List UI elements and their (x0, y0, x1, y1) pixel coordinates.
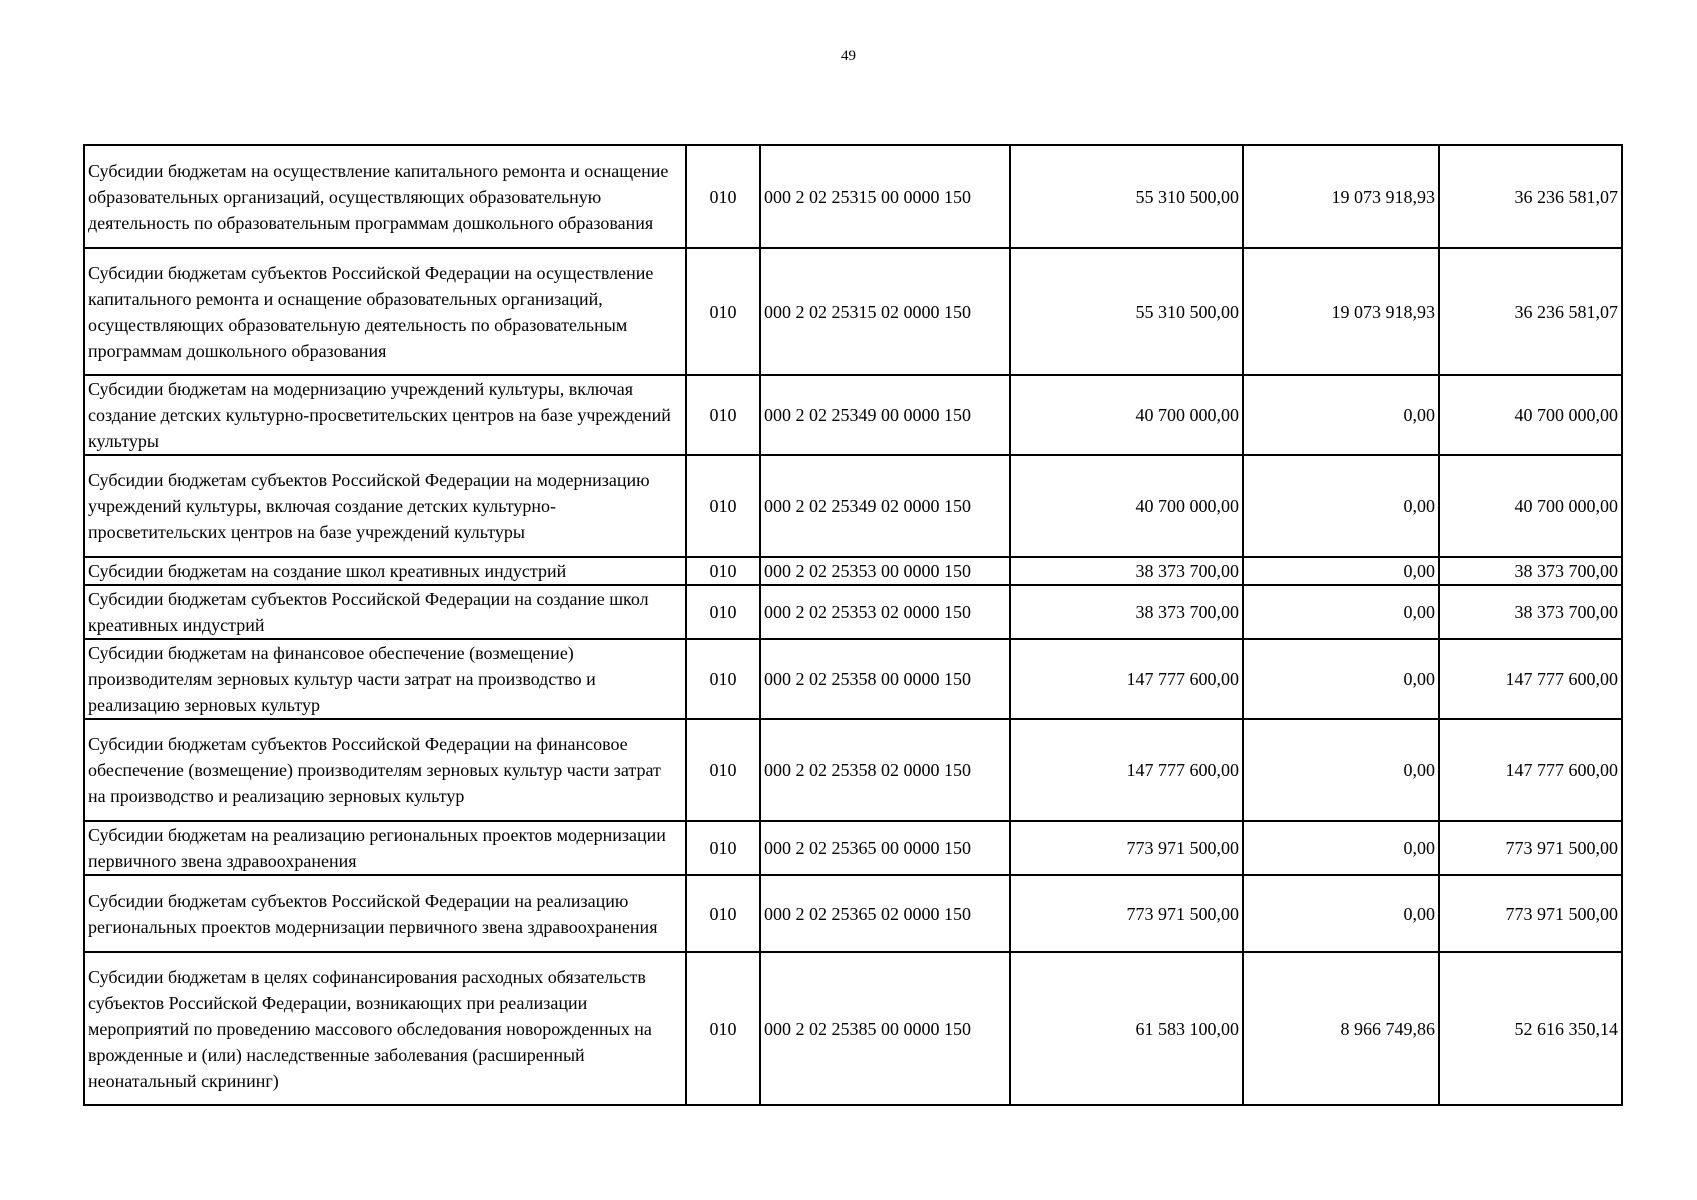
row-code: 010 (686, 585, 760, 639)
row-code: 010 (686, 145, 760, 248)
row-remaining-amount: 38 373 700,00 (1439, 557, 1622, 585)
row-name: Субсидии бюджетам субъектов Российской Федерации на создание школ креативных индустрий (84, 585, 686, 639)
row-kbk: 000 2 02 25365 02 0000 150 (760, 875, 1010, 952)
row-code: 010 (686, 455, 760, 557)
row-remaining-amount: 147 777 600,00 (1439, 639, 1622, 719)
row-executed-amount: 0,00 (1243, 719, 1439, 821)
row-executed-amount: 0,00 (1243, 455, 1439, 557)
budget-table (83, 144, 1623, 1106)
row-plan-amount: 55 310 500,00 (1010, 145, 1243, 248)
row-remaining-amount: 40 700 000,00 (1439, 375, 1622, 455)
table-row (84, 455, 1622, 557)
row-name: Субсидии бюджетам на финансовое обеспечение (возмещение) производителям зерновых культур части затрат на производство и реализацию зерновых культур (84, 639, 686, 719)
row-kbk: 000 2 02 25385 00 0000 150 (760, 952, 1010, 1105)
row-name: Субсидии бюджетам субъектов Российской Федерации на модернизацию учреждений культуры, включая создание детских культурно-просветительских центров на базе учреждений культуры (84, 455, 686, 557)
row-kbk: 000 2 02 25358 00 0000 150 (760, 639, 1010, 719)
row-plan-amount: 40 700 000,00 (1010, 455, 1243, 557)
row-remaining-amount: 52 616 350,14 (1439, 952, 1622, 1105)
row-plan-amount: 147 777 600,00 (1010, 639, 1243, 719)
row-plan-amount: 773 971 500,00 (1010, 875, 1243, 952)
row-code: 010 (686, 875, 760, 952)
table-row (84, 821, 1622, 875)
row-name: Субсидии бюджетам на создание школ креативных индустрий (84, 557, 686, 585)
row-kbk: 000 2 02 25365 00 0000 150 (760, 821, 1010, 875)
row-remaining-amount: 40 700 000,00 (1439, 455, 1622, 557)
table-row (84, 375, 1622, 455)
row-executed-amount: 0,00 (1243, 875, 1439, 952)
table-row (84, 639, 1622, 719)
row-executed-amount: 19 073 918,93 (1243, 248, 1439, 375)
row-executed-amount: 0,00 (1243, 639, 1439, 719)
row-name: Субсидии бюджетам на модернизацию учреждений культуры, включая создание детских культурно-просветительских центров на базе учреждений культуры (84, 375, 686, 455)
row-kbk: 000 2 02 25349 02 0000 150 (760, 455, 1010, 557)
row-plan-amount: 147 777 600,00 (1010, 719, 1243, 821)
row-code: 010 (686, 639, 760, 719)
row-plan-amount: 61 583 100,00 (1010, 952, 1243, 1105)
page-number: 49 (841, 48, 856, 64)
row-plan-amount: 38 373 700,00 (1010, 585, 1243, 639)
table-body (84, 145, 1622, 1105)
row-executed-amount: 0,00 (1243, 557, 1439, 585)
row-code: 010 (686, 375, 760, 455)
row-name: Субсидии бюджетам субъектов Российской Федерации на финансовое обеспечение (возмещение) производителям зерновых культур части затрат на производство и реализацию зерновых культур (84, 719, 686, 821)
row-code: 010 (686, 248, 760, 375)
table-row (84, 719, 1622, 821)
row-name: Субсидии бюджетам субъектов Российской Федерации на реализацию региональных проектов модернизации первичного звена здравоохранения (84, 875, 686, 952)
row-code: 010 (686, 557, 760, 585)
row-remaining-amount: 147 777 600,00 (1439, 719, 1622, 821)
row-remaining-amount: 773 971 500,00 (1439, 875, 1622, 952)
row-executed-amount: 0,00 (1243, 585, 1439, 639)
row-kbk: 000 2 02 25358 02 0000 150 (760, 719, 1010, 821)
row-executed-amount: 8 966 749,86 (1243, 952, 1439, 1105)
table-row (84, 952, 1622, 1105)
row-name: Субсидии бюджетам на реализацию региональных проектов модернизации первичного звена здравоохранения (84, 821, 686, 875)
table-row (84, 875, 1622, 952)
row-code: 010 (686, 821, 760, 875)
row-executed-amount: 19 073 918,93 (1243, 145, 1439, 248)
row-name: Субсидии бюджетам субъектов Российской Федерации на осуществление капитального ремонта и оснащение образовательных организаций, осуществляющих образовательную деятельность по образовательным программам дошкольного образования (84, 248, 686, 375)
row-kbk: 000 2 02 25353 00 0000 150 (760, 557, 1010, 585)
row-kbk: 000 2 02 25315 02 0000 150 (760, 248, 1010, 375)
row-remaining-amount: 38 373 700,00 (1439, 585, 1622, 639)
table-row (84, 557, 1622, 585)
row-code: 010 (686, 719, 760, 821)
table-row (84, 145, 1622, 248)
row-name: Субсидии бюджетам на осуществление капитального ремонта и оснащение образовательных организаций, осуществляющих образовательную деятельность по образовательным программам дошкольного образования (84, 145, 686, 248)
row-remaining-amount: 773 971 500,00 (1439, 821, 1622, 875)
row-code: 010 (686, 952, 760, 1105)
row-plan-amount: 773 971 500,00 (1010, 821, 1243, 875)
row-kbk: 000 2 02 25353 02 0000 150 (760, 585, 1010, 639)
table-row (84, 248, 1622, 375)
row-plan-amount: 38 373 700,00 (1010, 557, 1243, 585)
row-plan-amount: 40 700 000,00 (1010, 375, 1243, 455)
row-executed-amount: 0,00 (1243, 821, 1439, 875)
row-remaining-amount: 36 236 581,07 (1439, 248, 1622, 375)
row-remaining-amount: 36 236 581,07 (1439, 145, 1622, 248)
table-row (84, 585, 1622, 639)
row-kbk: 000 2 02 25315 00 0000 150 (760, 145, 1010, 248)
row-executed-amount: 0,00 (1243, 375, 1439, 455)
row-plan-amount: 55 310 500,00 (1010, 248, 1243, 375)
row-kbk: 000 2 02 25349 00 0000 150 (760, 375, 1010, 455)
row-name: Субсидии бюджетам в целях софинансирования расходных обязательств субъектов Российской Федерации, возникающих при реализации мероприятий по проведению массового обследования новорожденных на врожденные и (или) наследственные заболевания (расширенный неонатальный скрининг) (84, 952, 686, 1105)
